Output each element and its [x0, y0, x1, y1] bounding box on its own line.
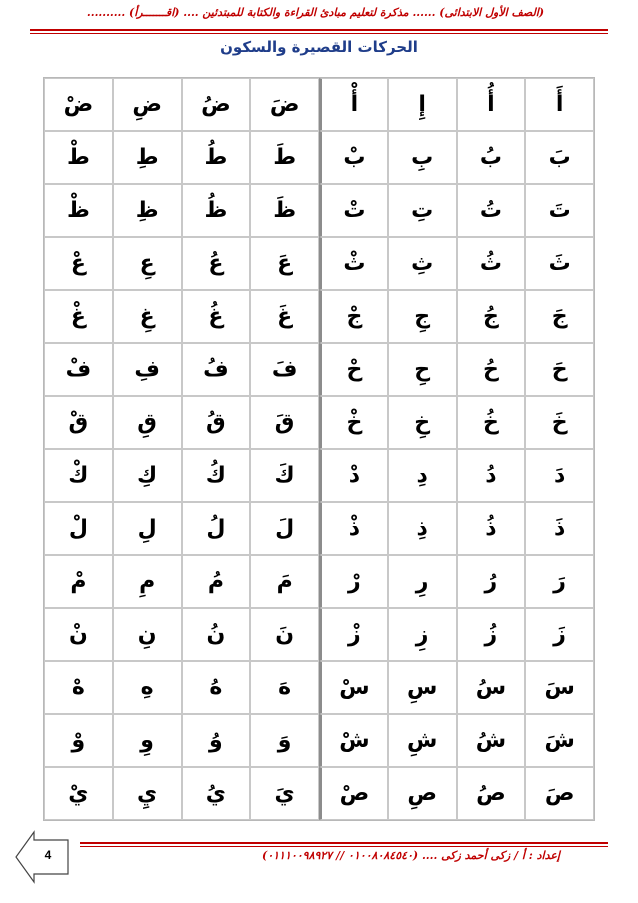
letter-cell: فَ [250, 343, 319, 396]
table-row [44, 714, 594, 767]
letter-cell: عُ [182, 237, 251, 290]
letter-cell: ضِ [113, 78, 182, 131]
table-row [44, 661, 594, 714]
letter-cell: يْ [44, 767, 113, 820]
letter-cell: شَ [525, 714, 594, 767]
letter-cell: ذِ [388, 502, 457, 555]
letter-cell: دِ [388, 449, 457, 502]
letter-cell: حْ [319, 343, 388, 396]
letter-cell: ثُ [457, 237, 526, 290]
letter-cell: قْ [44, 396, 113, 449]
letter-cell: ذْ [319, 502, 388, 555]
letters-table-body [44, 78, 594, 820]
letter-cell: كِ [113, 449, 182, 502]
table-row [44, 343, 594, 396]
letter-cell: مِ [113, 555, 182, 608]
letter-cell: ذَ [525, 502, 594, 555]
letter-cell: قَ [250, 396, 319, 449]
letter-cell: طُ [182, 131, 251, 184]
letter-cell: نَ [250, 608, 319, 661]
letter-cell: صْ [319, 767, 388, 820]
letter-cell: رِ [388, 555, 457, 608]
page-title: الحركات القصيرة والسكون [220, 38, 418, 56]
letter-cell: عْ [44, 237, 113, 290]
letter-cell: خْ [319, 396, 388, 449]
table-row [44, 608, 594, 661]
letter-cell: زْ [319, 608, 388, 661]
letter-cell: يُ [182, 767, 251, 820]
letter-cell: هَ [250, 661, 319, 714]
letter-cell: ظْ [44, 184, 113, 237]
letter-cell: حَ [525, 343, 594, 396]
table-row [44, 396, 594, 449]
letter-cell: ثَ [525, 237, 594, 290]
letter-cell: أَ [525, 78, 594, 131]
letter-cell: أْ [319, 78, 388, 131]
letter-cell: كَ [250, 449, 319, 502]
letter-cell: سُ [457, 661, 526, 714]
letter-cell: زُ [457, 608, 526, 661]
header-text: (الصف الأول الابتدائى) ...... مذكرة لتعليم مبادئ القراءة والكتابة للمبتدئين .... (اقـــــــرأ) .......... [86, 6, 545, 19]
letter-cell: وْ [44, 714, 113, 767]
letter-cell: رْ [319, 555, 388, 608]
letter-cell: غِ [113, 290, 182, 343]
table-row [44, 502, 594, 555]
letter-cell: غَ [250, 290, 319, 343]
letter-cell: طَ [250, 131, 319, 184]
footer-credit: إعداد : أ / زكى أحمد زكى .... (٠١٠٠٨٠٨٤٥٤٠ // ٠١١١٠٠٩٨٩٢٧) [262, 849, 560, 862]
letter-cell: غُ [182, 290, 251, 343]
letter-cell: وُ [182, 714, 251, 767]
letter-cell: وِ [113, 714, 182, 767]
header-divider [30, 29, 608, 34]
letter-cell: أُ [457, 78, 526, 131]
letter-cell: هُ [182, 661, 251, 714]
letter-cell: زِ [388, 608, 457, 661]
letter-cell: رُ [457, 555, 526, 608]
letter-cell: ذُ [457, 502, 526, 555]
letter-cell: خُ [457, 396, 526, 449]
letter-cell: مَ [250, 555, 319, 608]
letter-cell: هِ [113, 661, 182, 714]
letter-cell: لُ [182, 502, 251, 555]
letter-cell: تْ [319, 184, 388, 237]
letter-cell: بَ [525, 131, 594, 184]
letter-cell: رَ [525, 555, 594, 608]
letter-cell: نْ [44, 608, 113, 661]
letter-cell: نِ [113, 608, 182, 661]
letter-cell: ثْ [319, 237, 388, 290]
table-row [44, 184, 594, 237]
letter-cell: نُ [182, 608, 251, 661]
letter-cell: ظِ [113, 184, 182, 237]
table-row [44, 78, 594, 131]
letter-cell: فْ [44, 343, 113, 396]
letter-cell: ضَ [250, 78, 319, 131]
letter-cell: بِ [388, 131, 457, 184]
letter-cell: مْ [44, 555, 113, 608]
letter-cell: ضْ [44, 78, 113, 131]
letter-cell: يَ [250, 767, 319, 820]
letter-cell: عِ [113, 237, 182, 290]
letter-cell: لْ [44, 502, 113, 555]
letter-cell: جِ [388, 290, 457, 343]
letter-cell: فُ [182, 343, 251, 396]
letter-cell: كْ [44, 449, 113, 502]
letter-cell: سْ [319, 661, 388, 714]
letter-cell: طِ [113, 131, 182, 184]
table-row [44, 767, 594, 820]
letter-cell: خِ [388, 396, 457, 449]
letter-cell: فِ [113, 343, 182, 396]
letter-cell: تُ [457, 184, 526, 237]
letter-cell: وَ [250, 714, 319, 767]
letter-cell: كُ [182, 449, 251, 502]
letter-cell: طْ [44, 131, 113, 184]
letter-cell: خَ [525, 396, 594, 449]
letter-cell: دَ [525, 449, 594, 502]
letter-cell: سِ [388, 661, 457, 714]
letters-table [43, 77, 595, 821]
table-row [44, 131, 594, 184]
letter-cell: قُ [182, 396, 251, 449]
letter-cell: لِ [113, 502, 182, 555]
letter-cell: غْ [44, 290, 113, 343]
table-row [44, 290, 594, 343]
letter-cell: ظُ [182, 184, 251, 237]
letter-cell: هْ [44, 661, 113, 714]
letter-cell: تَ [525, 184, 594, 237]
letter-cell: يِ [113, 767, 182, 820]
letter-cell: صِ [388, 767, 457, 820]
letter-cell: لَ [250, 502, 319, 555]
letter-cell: قِ [113, 396, 182, 449]
letter-cell: ضُ [182, 78, 251, 131]
letter-cell: ظَ [250, 184, 319, 237]
footer-divider [80, 842, 608, 847]
table-row [44, 449, 594, 502]
letter-cell: جْ [319, 290, 388, 343]
letter-cell: حِ [388, 343, 457, 396]
letter-cell: مُ [182, 555, 251, 608]
letter-cell: زَ [525, 608, 594, 661]
letter-cell: إِ [388, 78, 457, 131]
letter-cell: دُ [457, 449, 526, 502]
letter-cell: صَ [525, 767, 594, 820]
letter-cell: سَ [525, 661, 594, 714]
letter-cell: شُ [457, 714, 526, 767]
table-row [44, 237, 594, 290]
letter-cell: تِ [388, 184, 457, 237]
letter-cell: بْ [319, 131, 388, 184]
letter-cell: ثِ [388, 237, 457, 290]
letter-cell: جَ [525, 290, 594, 343]
letter-cell: عَ [250, 237, 319, 290]
page-number: 4 [44, 848, 52, 862]
letter-cell: شِ [388, 714, 457, 767]
table-row [44, 555, 594, 608]
letter-cell: بُ [457, 131, 526, 184]
letter-cell: صُ [457, 767, 526, 820]
letter-cell: جُ [457, 290, 526, 343]
letter-cell: دْ [319, 449, 388, 502]
letter-cell: حُ [457, 343, 526, 396]
letter-cell: شْ [319, 714, 388, 767]
